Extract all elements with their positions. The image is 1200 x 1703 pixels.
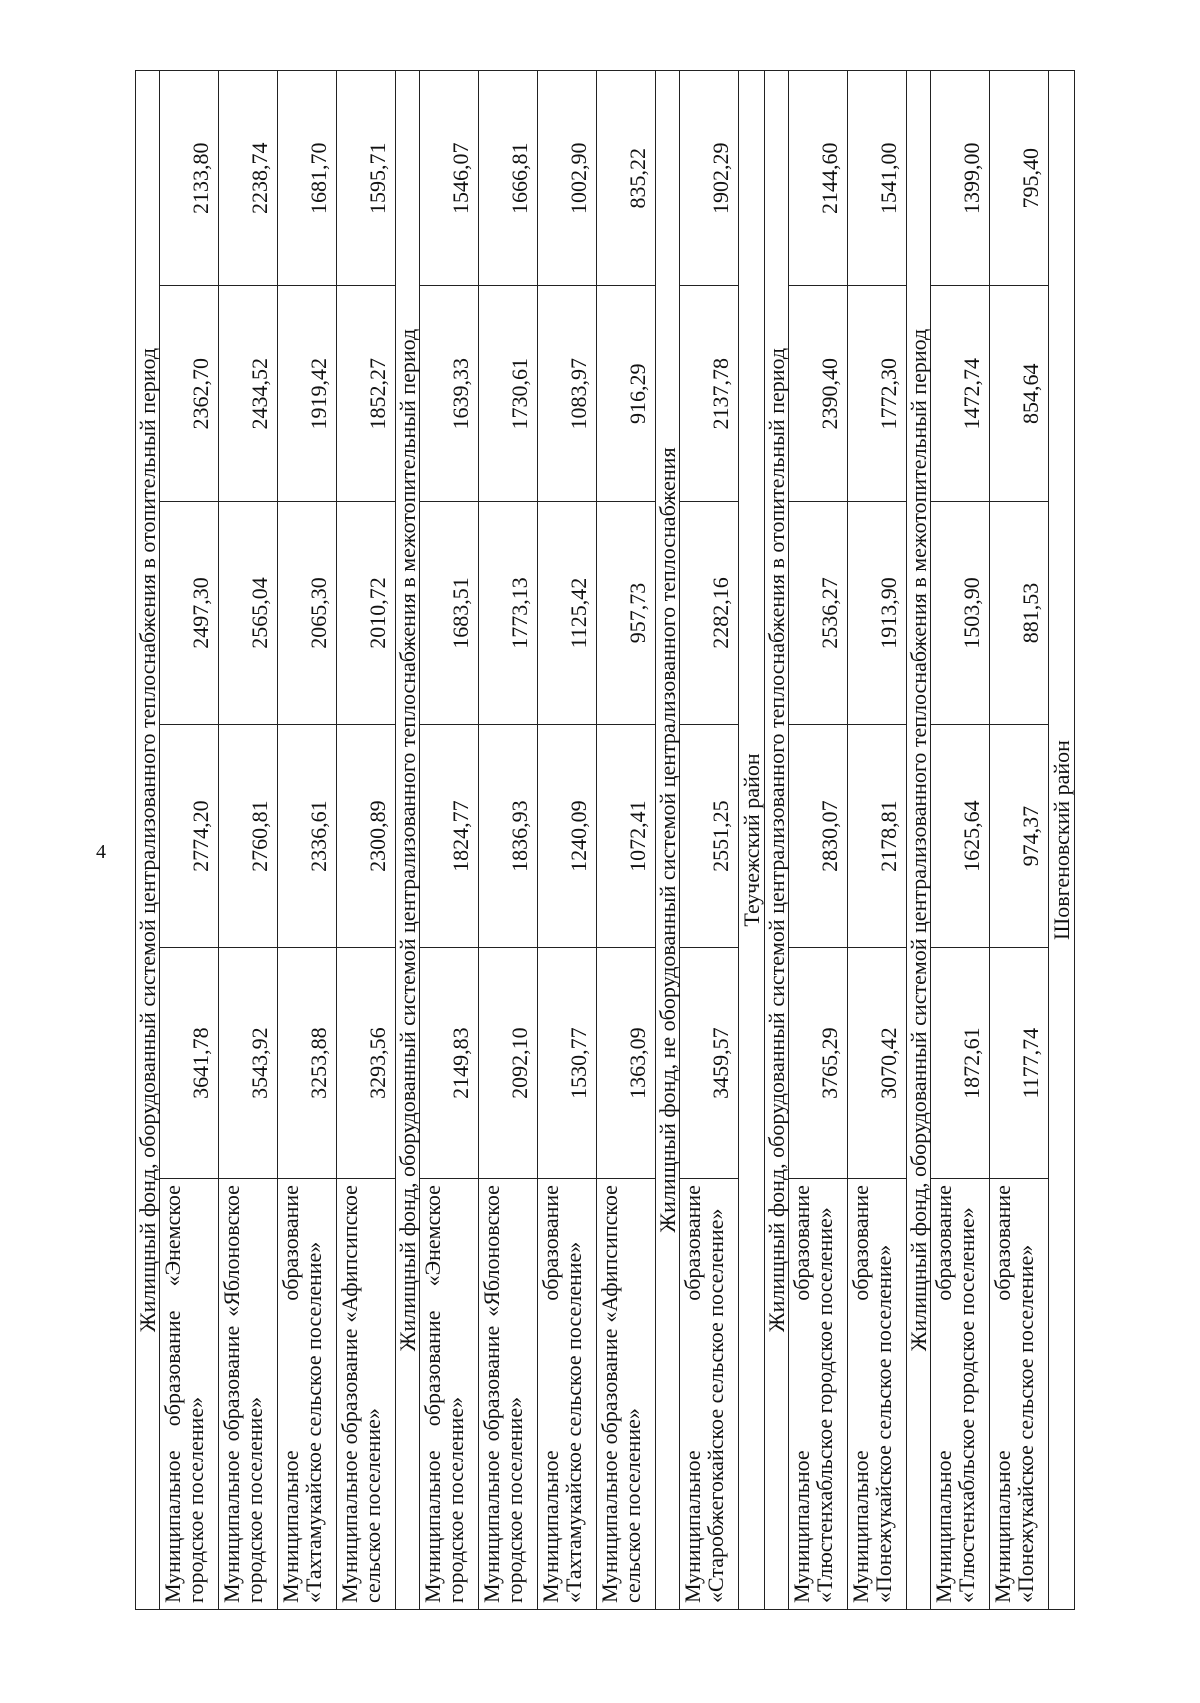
table-row (278, 71, 337, 1610)
table-row (930, 71, 989, 1610)
section-heading: Жилищный фонд, не оборудованный системой централизованного теплоснабжения (655, 71, 679, 1610)
tariff-value: 1541,00 (847, 71, 906, 287)
municipality-name: Муниципальное образование «Тлюстенхабльское городское поселение» (788, 1179, 847, 1610)
tariff-value: 3543,92 (219, 948, 278, 1179)
tariff-value: 1772,30 (847, 286, 906, 501)
tariff-value: 1546,07 (420, 71, 479, 287)
municipality-name: Муниципальное образование «Тахтамукайское сельское поселение» (278, 1179, 337, 1610)
tariff-value: 2178,81 (847, 725, 906, 948)
municipality-name: Муниципальное образование «Тахтамукайское сельское поселение» (537, 1179, 596, 1610)
tariff-value: 1639,33 (420, 286, 479, 501)
tariff-value: 3641,78 (160, 948, 219, 1179)
municipality-name: Муниципальное образование «Афипсипское сельское поселение» (336, 1179, 395, 1610)
district-row (1049, 71, 1075, 1610)
table-row (788, 71, 847, 1610)
tariff-value: 2362,70 (160, 286, 219, 501)
table-row (596, 71, 655, 1610)
tariff-value: 1002,90 (537, 71, 596, 287)
tariff-value: 2336,61 (278, 725, 337, 948)
section-heading: Жилищный фонд, оборудованный системой централизованного теплоснабжения в межотопительный период (395, 71, 419, 1610)
municipality-name: Муниципальное образование «Старобжегокайское сельское поселение» (679, 1179, 738, 1610)
tariff-value: 2149,83 (420, 948, 479, 1179)
section-row (764, 71, 788, 1610)
tariff-value: 957,73 (596, 501, 655, 724)
tariff-value: 1902,29 (679, 71, 738, 287)
tariff-value: 1472,74 (930, 286, 989, 501)
table-row (537, 71, 596, 1610)
tariff-value: 1625,64 (930, 725, 989, 948)
tariff-value: 1919,42 (278, 286, 337, 501)
tariff-value: 3070,42 (847, 948, 906, 1179)
tariff-value: 1240,09 (537, 725, 596, 948)
tariff-value: 2092,10 (478, 948, 537, 1179)
tariff-value: 2010,72 (336, 501, 395, 724)
table-row (219, 71, 278, 1610)
tariff-value: 2282,16 (679, 501, 738, 724)
tariff-value: 2137,78 (679, 286, 738, 501)
section-heading: Жилищный фонд, оборудованный системой централизованного теплоснабжения в отопительный период (764, 71, 788, 1610)
tariff-value: 1595,71 (336, 71, 395, 287)
page-number: 4 (96, 841, 106, 863)
tariff-value: 1824,77 (420, 725, 479, 948)
municipality-name: Муниципальное образование «Афипсипское сельское поселение» (596, 1179, 655, 1610)
tariff-value: 2551,25 (679, 725, 738, 948)
tariff-value: 2065,30 (278, 501, 337, 724)
tariff-value: 2434,52 (219, 286, 278, 501)
tariff-value: 1125,42 (537, 501, 596, 724)
tariff-value: 2760,81 (219, 725, 278, 948)
table-row (679, 71, 738, 1610)
tariff-value: 2497,30 (160, 501, 219, 724)
municipality-name: Муниципальное образование «Понежукайское сельское поселение» (847, 1179, 906, 1610)
tariff-value: 2300,89 (336, 725, 395, 948)
municipality-name: Муниципальное образование «Яблоновское городское поселение» (478, 1179, 537, 1610)
municipality-name: Муниципальное образование «Тлюстенхабльское городское поселение» (930, 1179, 989, 1610)
rotated-table-container (135, 70, 1075, 1610)
section-row (395, 71, 419, 1610)
municipality-name: Муниципальное образование «Энемское городское поселение» (420, 1179, 479, 1610)
tariff-value: 1503,90 (930, 501, 989, 724)
tariff-value: 916,29 (596, 286, 655, 501)
tariff-value: 2238,74 (219, 71, 278, 287)
tariff-value: 795,40 (989, 71, 1048, 287)
district-heading: Шовгеновский район (1049, 71, 1075, 1610)
tariff-value: 2830,07 (788, 725, 847, 948)
tariff-value: 881,53 (989, 501, 1048, 724)
tariff-value: 1363,09 (596, 948, 655, 1179)
tariff-value: 1399,00 (930, 71, 989, 287)
district-row (738, 71, 764, 1610)
tariff-value: 3253,88 (278, 948, 337, 1179)
table-row (336, 71, 395, 1610)
tariff-value: 974,37 (989, 725, 1048, 948)
district-heading: Теучежский район (738, 71, 764, 1610)
municipality-name: Муниципальное образование «Яблоновское городское поселение» (219, 1179, 278, 1610)
municipality-name: Муниципальное образование «Понежукайское сельское поселение» (989, 1179, 1048, 1610)
section-heading: Жилищный фонд, оборудованный системой централизованного теплоснабжения в отопительный период (136, 71, 160, 1610)
tariff-value: 1683,51 (420, 501, 479, 724)
tariff-value: 2536,27 (788, 501, 847, 724)
tariff-table-body (136, 71, 1075, 1610)
tariff-value: 1681,70 (278, 71, 337, 287)
tariff-value: 1072,41 (596, 725, 655, 948)
tariff-value: 2390,40 (788, 286, 847, 501)
tariff-value: 2144,60 (788, 71, 847, 287)
tariff-value: 2565,04 (219, 501, 278, 724)
tariff-value: 1872,61 (930, 948, 989, 1179)
table-row (160, 71, 219, 1610)
tariff-value: 2133,80 (160, 71, 219, 287)
tariff-value: 1913,90 (847, 501, 906, 724)
tariff-value: 2774,20 (160, 725, 219, 948)
tariff-value: 3293,56 (336, 948, 395, 1179)
tariff-value: 1730,61 (478, 286, 537, 501)
tariff-value: 1083,97 (537, 286, 596, 501)
section-row (655, 71, 679, 1610)
tariff-value: 1666,81 (478, 71, 537, 287)
section-row (906, 71, 930, 1610)
tariff-value: 1836,93 (478, 725, 537, 948)
municipality-name: Муниципальное образование «Энемское городское поселение» (160, 1179, 219, 1610)
tariff-value: 1773,13 (478, 501, 537, 724)
tariff-value: 854,64 (989, 286, 1048, 501)
table-row (420, 71, 479, 1610)
table-row (478, 71, 537, 1610)
tariff-table (135, 70, 1075, 1610)
tariff-value: 3765,29 (788, 948, 847, 1179)
tariff-value: 3459,57 (679, 948, 738, 1179)
tariff-value: 835,22 (596, 71, 655, 287)
section-row (136, 71, 160, 1610)
section-heading: Жилищный фонд, оборудованный системой централизованного теплоснабжения в межотопительный период (906, 71, 930, 1610)
tariff-value: 1530,77 (537, 948, 596, 1179)
tariff-value: 1177,74 (989, 948, 1048, 1179)
table-row (847, 71, 906, 1610)
tariff-value: 1852,27 (336, 286, 395, 501)
table-row (989, 71, 1048, 1610)
